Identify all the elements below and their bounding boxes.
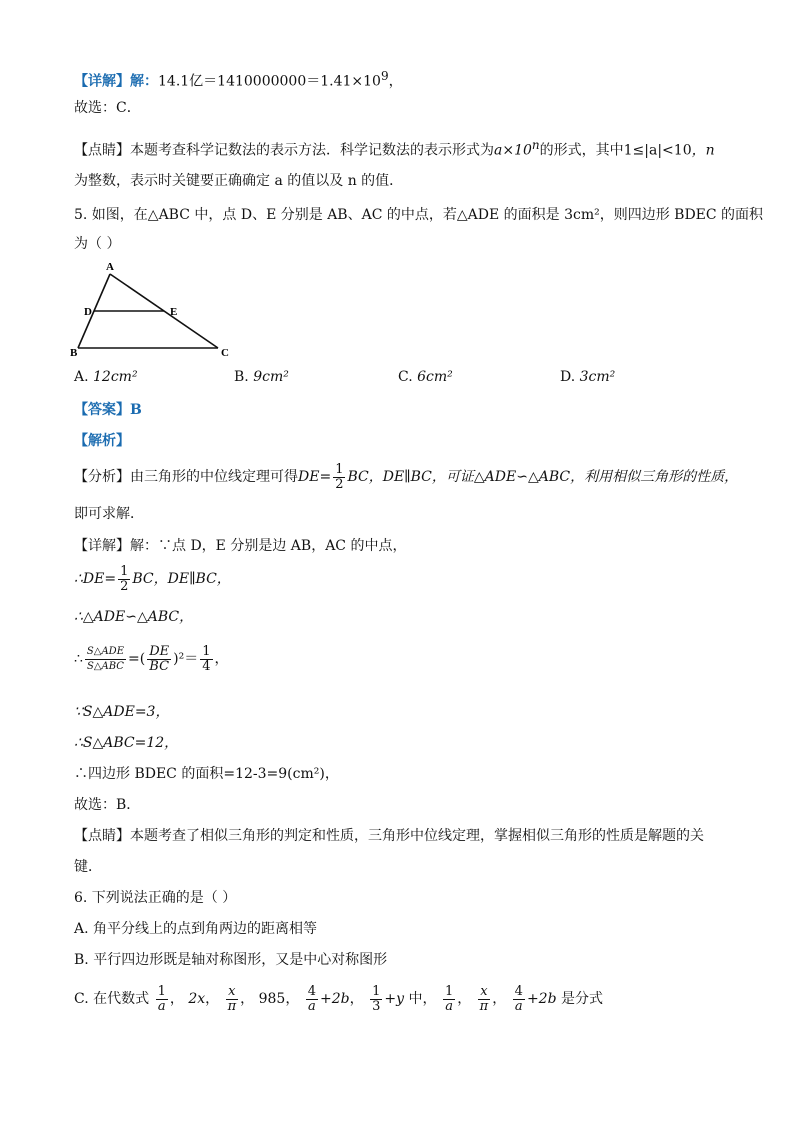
q5-detail-line7: ∴四边形 BDEC 的面积=12-3=9(cm²)， [74,766,339,782]
q5-answer: 【答案】B [74,402,142,418]
expr-4-over-a: $\frac{4}{a}$ [307,983,317,1014]
vertex-b-label: B [70,347,78,359]
fraction-quarter: $\frac{1}{4}$ [202,643,211,674]
expr-1-over-a: $\frac{1}{a}$ [444,983,454,1014]
q5-detail-ratio: ∴ $\frac{\text{S△ADE}}{\text{S△ABC}}$ =( $\frac{DE}{BC}$ )²＝ $\frac{1}{4}$ ， [74,643,229,674]
expr-1-over-a: $\frac{1}{a}$ [157,983,166,1014]
q4-comment: 【点睛】本题考查科学记数法的表示方法．科学记数法的表示形式为$a\times 10^n$的形式，其中1≤|a|<10，n [74,138,715,159]
q5-detail-line5: ∵S△ADE=3， [74,704,170,720]
q6-option-b[interactable]: B. 平行四边形既是轴对称图形，又是中心对称图形 [74,952,388,968]
side-ratio-fraction: $\frac{DE}{BC}$ [149,643,170,674]
q5-stem: 5. 如图，在△ABC 中，点 D、E 分别是 AB、AC 的中点，若△ADE 的面积是 3cm²，则四边形 BDEC 的面积 [74,207,764,223]
q6-stem: 6. 下列说法正确的是（ ） [74,890,237,906]
area-ratio-fraction: $\frac{\text{S△ADE}}{\text{S△ABC}}$ [86,645,125,672]
q5-choose: 故选：B． [74,797,141,813]
fraction-half: $\frac{1}{2}$ [120,563,129,594]
q5-analysis: 【分析】由三角形的中位线定理可得DE= $\frac{1}{2}$ BC，DE∥BC，可证△ADE∽△ABC，利用相似三角形的性质， [74,461,739,492]
q6-option-a[interactable]: A. 角平分线上的点到角两边的距离相等 [74,921,318,937]
expr-x-over-pi: $\frac{x}{\pi}$ [479,983,489,1014]
fraction-half: $\frac{1}{2}$ [335,461,344,492]
q4-choose: 故选：C． [74,100,141,116]
triangle-figure [66,260,236,360]
detail-label: 【详解】解： [74,73,158,90]
q5-option-c[interactable]: C. 6cm² [398,369,453,385]
q5-comment: 【点睛】本题考查了相似三角形的判定和性质，三角形中位线定理，掌握相似三角形的性质是解题的关 [74,828,704,844]
q5-detail-line2: ∴DE= $\frac{1}{2}$ BC，DE∥BC， [74,563,231,594]
q4-detail: 【详解】解：14.1亿$=1410000000=1.41\times 10^9$， [74,69,403,90]
q5-option-d[interactable]: D. 3cm² [560,369,616,385]
vertex-e-label: E [170,306,178,318]
q4-comment-line2: 为整数，表示时关键要正确确定 a 的值以及 n 的值． [74,173,404,189]
q5-comment-line2: 键． [74,859,102,875]
q6-option-c[interactable]: C. 在代数式 $\frac{1}{a}$ ， 2x， $\frac{x}{\pi}$ ， 985， $\frac{4}{a}$ +2b， $\frac{1}{3}$ +y 中， $\frac{1}{a}$ ， $\frac{x}{\pi}$ ， $\frac{4}{a}$ +2b 是分式 [74,983,604,1014]
q5-stem-line2: 为（ ） [74,236,121,252]
vertex-a-label: A [106,261,114,273]
expr-1-over-3: $\frac{1}{3}$ [372,983,381,1014]
q5-detail-line6: ∴S△ABC=12， [74,735,179,751]
q5-option-b[interactable]: B. 9cm² [234,369,289,385]
q5-option-a[interactable]: A. 12cm² [74,369,138,385]
q5-detail-line1: 【详解】解：∵点 D，E 分别是边 AB，AC 的中点， [74,538,407,554]
q5-analysis-title: 【解析】 [74,433,130,449]
q5-detail-line3: ∴△ADE∽△ABC， [74,609,194,625]
vertex-c-label: C [221,347,229,359]
vertex-d-label: D [84,306,92,318]
q5-analysis-line2: 即可求解． [74,506,144,522]
expr-4-over-a: $\frac{4}{a}$ [514,983,523,1014]
expr-x-over-pi: $\frac{x}{\pi}$ [227,983,237,1014]
